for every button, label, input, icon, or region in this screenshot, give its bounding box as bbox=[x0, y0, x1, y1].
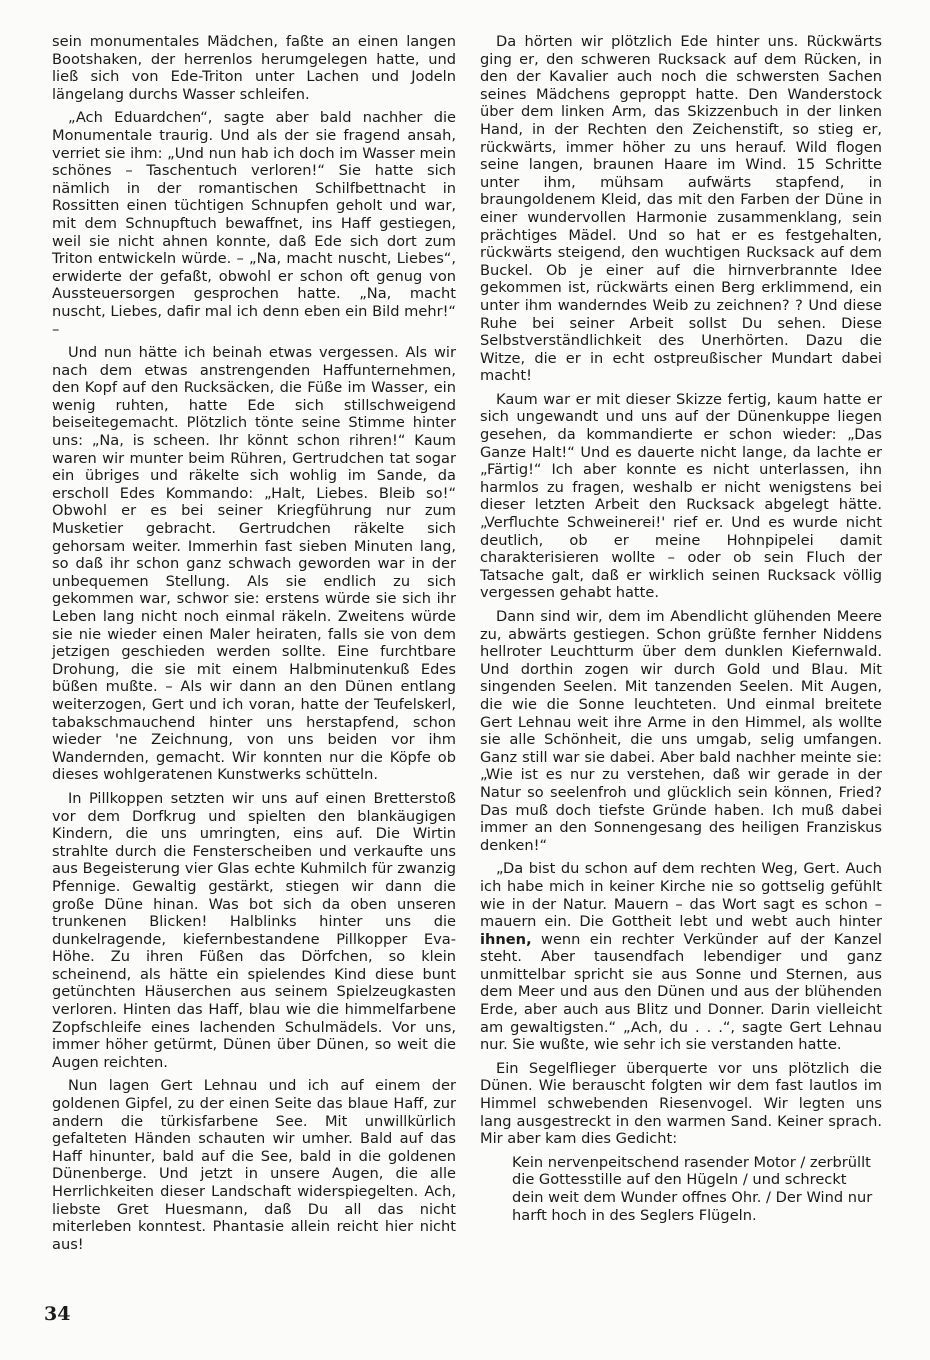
paragraph: Ein Segelflieger überquerte vor uns plötzlich die Dünen. Wie berauscht folgten wir dem fast lautlos im Himmel schwebenden Riesenvogel. Wir legten uns lang ausgestreckt in den warmen Sand. Keiner sprach. Mir aber kam dies Gedicht: bbox=[480, 1059, 882, 1148]
paragraph: sein monumentales Mädchen, faßte an einen langen Bootshaken, der herrenlos herumgelegen hatte, und ließ sich von Ede-Triton unter Lachen und Jodeln längelang durchs Wasser schleifen. bbox=[52, 33, 456, 103]
paragraph: Kaum war er mit dieser Skizze fertig, kaum hatte er sich ungewandt und uns auf der Dünenkuppe liegen gesehen, da kommandierte er schon wieder: „Das Ganze Halt!“ Und es dauerte nicht lange, da lachte er „Färtig!“ Ich aber konnte es nicht unterlassen, ihn harmlos zu fragen, weshalb er nicht wenigstens bei dieser letzten Arbeit den Rucksack abgelegt hätte. „Verfluchte Schweinerei!' rief er. Und es wurde nicht deutlich, ob er meine Hohnpipelei damit charakterisieren wollte – oder ob sein Fluch der Tatsache galt, daß er wirklich seinen Rucksack völlig vergessen gehabt hatte. bbox=[480, 390, 882, 602]
right-column bbox=[480, 33, 882, 1224]
page-number: 34 bbox=[44, 1303, 71, 1325]
quote-text-end: wenn ein rechter Verkünder auf der Kanzel steht. Aber tausendfach lebendiger und ganz unmittelbar spricht sie aus Sonne und Sternen, aus dem Meer und aus den Dünen und aus der blühenden Erde, aber auch aus Blitz und Donner. Darin vielleicht am gewaltigsten.“ „Ach, du . . .“, sagte Gert Lehnau nur. Sie wußte, wie sehr ich sie verstanden hatte. bbox=[480, 930, 882, 1054]
left-column bbox=[52, 33, 456, 1259]
paragraph-quote bbox=[480, 860, 882, 1054]
paragraph: Dann sind wir, dem im Abendlicht glühenden Meere zu, abwärts gestiegen. Schon grüßte fernher Niddens hellroter Leuchtturm über dem dunklen Kiefernwald. Und dorthin zogen wir durch Gold und Blau. Mit singenden Seelen. Mit tanzenden Seelen. Mit Augen, die wie die Sonne leuchteten. Und einmal breitete Gert Lehnau weit ihre Arme in den Himmel, als wollte sie alle Schönheit, die uns umgab, selig umfangen. Ganz still war sie dabei. Aber bald nachher meinte sie: „Wie ist es nur zu verstehen, daß wir gerade in der Natur so seelenfroh und glücklich sein können, Fried? Das muß doch tiefste Gründe haben. Ich muß dabei immer an den Sonnengesang des heiligen Franziskus denken!“ bbox=[480, 608, 882, 854]
paragraph: Und nun hätte ich beinah etwas vergessen. Als wir nach dem etwas anstrengenden Haffunternehmen, den Kopf auf den Rucksäcken, die Füße im Wasser, ein wenig ruhten, hatte Ede sich stillschweigend beiseitegemacht. Plötzlich tönte seine Stimme hinter uns: „Na, is scheen. Ihr könnt schon rihren!“ Kaum waren wir munter beim Rühren, Gertrudchen tat sogar ein übriges und räkelte sich wohlig im Sande, da erscholl Edes Kommando: „Halt, Liebes. Bleib so!“ Obwohl er es bei seiner Kriegführung nur zum Musketier gebracht. Gertrudchen räkelte sich gehorsam weiter. Immerhin fast sieben Minuten lang, so daß ihr schon ganz schwach geworden war in der unbequemen Stellung. Als sie endlich zu sich gekommen war, schwor sie: erstens würde sie sich ihr Leben lang nicht noch einmal räkeln. Zweitens würde sie nie wieder einen Maler heiraten, falls sie von dem jetzigen geschieden werden sollte. Eine furchtbare Drohung, die sie mit einem Halbminutenkuß Edes büßen mußte. – Als wir dann an den Dünen entlang weiterzogen, Gert und ich voran, hatte der Teufelskerl, tabakschmauchend hinter uns herstapfend, schon wieder 'ne Zeichnung, von uns beiden vor ihm Wandernden, gemacht. Wir konnten nur die Köpfe ob dieses wohlgeratenen Kunstwerks schütteln. bbox=[52, 344, 456, 784]
paragraph: „Ach Eduardchen“, sagte aber bald nachher die Monumentale traurig. Und als der sie fragend ansah, verriet sie ihm: „Und nun hab ich doch im Wasser mein schönes – Taschentuch verloren!“ Sie hatte sich nämlich in der romantischen Schilfbettnacht in Rossitten einen tüchtigen Schnupfen geholt und war, mit dem Schnupftuch bewaffnet, ins Haff gestiegen, weil sie nicht ahnen konnte, daß Ede sich dort zum Triton entwickeln würde. – „Na, macht nuscht, Liebes“, erwiderte der gefaßt, obwohl er schon oft genug von Aussteuersorgen gesprochen hatte. „Na, macht nuscht, Liebes, dafir mal ich denn eben ein Bild mehr!“ – bbox=[52, 109, 456, 338]
paragraph: Da hörten wir plötzlich Ede hinter uns. Rückwärts ging er, den schweren Rucksack auf dem Rücken, in den der Kavalier auch noch die schwersten Sachen seines Mädchens geproppt hatte. Den Wanderstock über dem linken Arm, das Skizzenbuch in der linken Hand, in der Rechten den Zeichenstift, so stieg er, rückwärts, immer höher zu uns herauf. Wild flogen seine langen, braunen Haare im Wind. 15 Schritte unter ihm, mühsam aufwärts stapfend, in braungoldenem Kleid, das mit den Farben der Düne in einer wundervollen Harmonie zusammenklang, sein prächtiges Mädel. Und so hat er es festgehalten, rückwärts steigend, den wuchtigen Rucksack auf dem Buckel. Ob je einer auf die hirnverbrannte Idee gekommen ist, rückwärts einen Berg erklimmend, ein unter ihm wanderndes Weib zu zeichnen? ? Und diese Ruhe bei seiner Arbeit sollst Du sehen. Diese Selbstverständlichkeit des Unerhörten. Dazu die Witze, die er in echt ostpreußischer Mundart dabei macht! bbox=[480, 33, 882, 385]
paragraph: In Pillkoppen setzten wir uns auf einen Bretterstoß vor dem Dorfkrug und spielten den blankäugigen Kindern, die uns umringten, eins auf. Die Wirtin strahlte durch die Fensterscheiben und verkaufte uns aus Begeisterung vier Glas echte Kuhmilch für zwanzig Pfennige. Gewaltig gestärkt, stiegen wir dann die große Düne hinan. Was bot sich da oben unseren trunkenen Blicken! Halblinks hinter uns die dunkelragende, kiefernbestandene Pillkopper Eva-Höhe. Zu ihren Füßen das Dörfchen, so klein scheinend, als hätte ein spielendes Kind diese bunt getünchten Häuserchen aus seinem Spielzeugkasten verloren. Hinten das Haff, blau wie die himmelfarbene Zopfschleife eines lachenden Schulmädels. Vor uns, immer höher getürmt, Dünen über Dünen, so weit die Augen reichten. bbox=[52, 789, 456, 1071]
poem: Kein nervenpeitschend rasender Motor / zerbrüllt die Gottesstille auf den Hügeln / und schreckt dein weit dem Wunder offnes Ohr. / Der Wind nur harft hoch in des Seglers Flügeln. bbox=[512, 1153, 873, 1224]
paragraph: Nun lagen Gert Lehnau und ich auf einem der goldenen Gipfel, zu der einen Seite das blaue Haff, zur andern die türkisfarbene See. Mit unwillkürlich gefalteten Händen schauten wir umher. Bald auf das Haff hinunter, bald auf die See, bald in die goldenen Dünenberge. Und jetzt in unsere Augen, die alle Herrlichkeiten dieser Landschaft widerspiegelten. Ach, liebste Gret Huesmann, daß Du all das nicht miterleben konntest. Phantasie allein reicht hier nicht aus! bbox=[52, 1077, 456, 1253]
quote-text-start: „Da bist du schon auf dem rechten Weg, Gert. Auch ich habe mich in keiner Kirche nie so gottselig gefühlt wie in der Natur. Mauern – das Wort sagt es schon – mauern ein. Die Gottheit lebt und webt auch hinter bbox=[480, 860, 882, 931]
emphasis-ihnen: ihnen, bbox=[480, 930, 532, 948]
